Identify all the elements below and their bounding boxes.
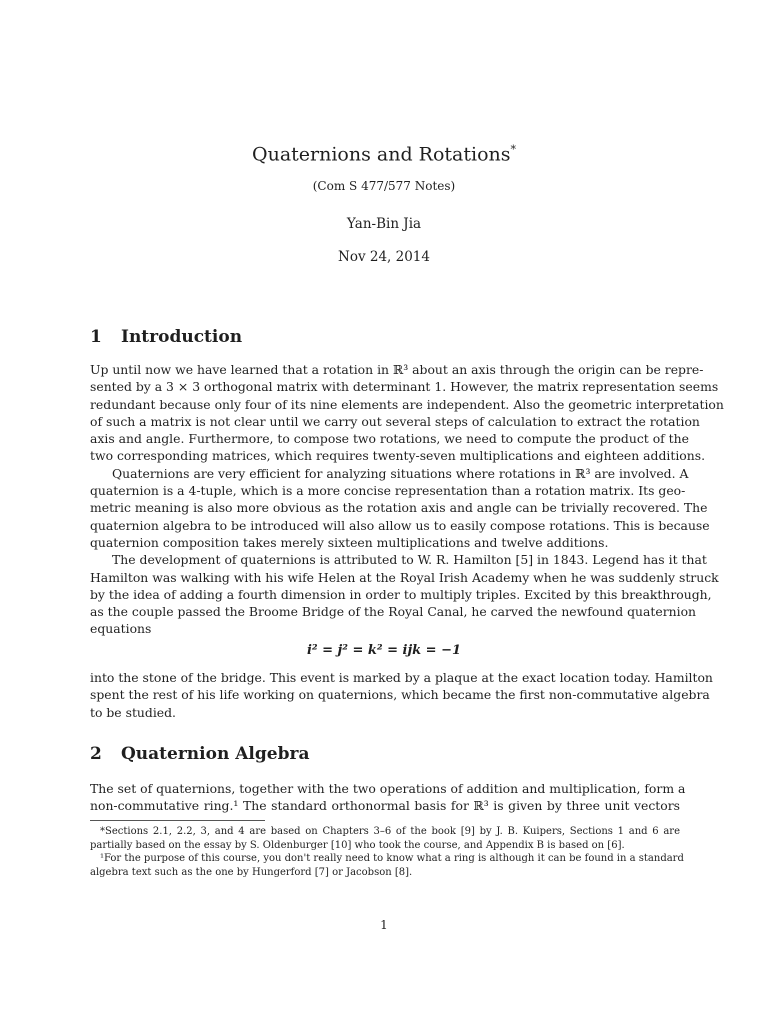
paper-subtitle: (Com S 477/577 Notes) (312, 179, 456, 193)
footnote-line: *Sections 2.1, 2.2, 3, and 4 are based on Chapters 3–6 of the book [9] by J. B. Kuipers, Sections 1 and 6 are (100, 826, 680, 837)
text-line: The set of quaternions, together with the two operations of addition and multiplication, form a (90, 781, 686, 796)
text-line: quaternion is a 4-tuple, which is a more concise representation than a rotation matrix. Its geo- (90, 483, 686, 499)
text-line: Quaternions are very efficient for analyzing situations where rotations in ℝ³ are involved. A (112, 465, 689, 481)
footnote-line: algebra text such as the one by Hungerford [7] or Jacobson [8]. (90, 866, 413, 878)
text-line: as the couple passed the Broome Bridge of the Royal Canal, he carved the newfound quaternion (90, 604, 697, 620)
text-line: of such a matrix is not clear until we carry out several steps of calculation to extract the rotation (90, 413, 700, 429)
section-number: 1 (90, 327, 102, 347)
text-line: axis and angle. Furthermore, to compose two rotations, we need to compute the product of the (90, 431, 689, 447)
text-line: non-commutative ring.¹ The standard orthonormal basis for ℝ³ is given by three unit vectors (90, 798, 680, 814)
quaternion-algebra-body (90, 780, 686, 815)
text-line: spent the rest of his life working on quaternions, which became the first non-commutative algebra (90, 687, 710, 703)
text-line: into the stone of the bridge. This event is marked by a plaque at the exact location today. Hamilton (90, 670, 713, 685)
title-text: Quaternions and Rotations (252, 143, 511, 166)
text-line: sented by a 3 × 3 orthogonal matrix with determinant 1. However, the matrix representation seems (90, 379, 719, 395)
text-line: metric meaning is also more obvious as the rotation axis and angle can be trivially recovered. The (90, 500, 708, 516)
text-line: two corresponding matrices, which requires twenty-seven multiplications and eighteen additions. (90, 448, 706, 464)
text-line: quaternion composition takes merely sixteen multiplications and twelve additions. (90, 534, 609, 550)
text-line: quaternion algebra to be introduced will also allow us to easily compose rotations. This is because (90, 517, 710, 533)
date: Nov 24, 2014 (338, 249, 430, 265)
text-line: equations (90, 621, 152, 637)
introduction-body (90, 361, 724, 638)
footnote-line: partially based on the essay by S. Oldenburger [10] who took the course, and Appendix B is based on [6]. (90, 839, 625, 851)
text-line: to be studied. (90, 704, 176, 720)
paper-title (0, 143, 768, 165)
section-number: 2 (90, 744, 102, 764)
footnote-line: ¹For the purpose of this course, you don't really need to know what a ring is although it can be found in a standard (100, 853, 684, 865)
text-line: by the idea of adding a fourth dimension in order to multiply triples. Excited by this breakthrough, (90, 586, 712, 602)
quaternion-equation: i² = j² = k² = ijk = −1 (306, 643, 462, 658)
section-heading-introduction (90, 327, 242, 347)
page-number: 1 (380, 918, 388, 932)
text-line: redundant because only four of its nine elements are independent. Also the geometric interpretation (90, 396, 724, 412)
text-line: The development of quaternions is attributed to W. R. Hamilton [5] in 1843. Legend has it that (112, 552, 707, 568)
footnotes (90, 825, 684, 879)
introduction-body-continued (90, 669, 713, 721)
footnote-rule (90, 820, 265, 821)
text-line: Hamilton was walking with his wife Helen at the Royal Irish Academy when he was suddenly struck (90, 569, 719, 585)
author: Yan-Bin Jia (346, 216, 422, 232)
text-line: Up until now we have learned that a rotation in ℝ³ about an axis through the origin can be repre- (90, 362, 704, 377)
section-title: Quaternion Algebra (121, 744, 310, 764)
section-title: Introduction (121, 327, 243, 347)
section-heading-quaternion-algebra (90, 744, 309, 764)
title-footnote-mark: * (510, 143, 516, 156)
